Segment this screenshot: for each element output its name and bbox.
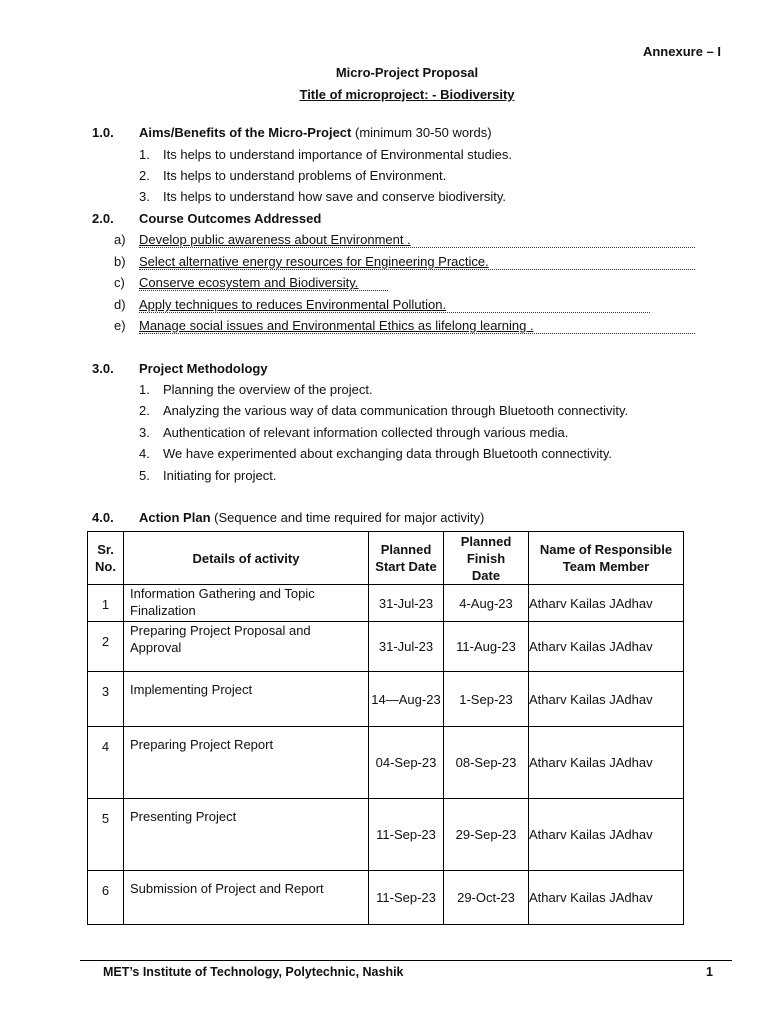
item-text: Initiating for project. [163, 468, 277, 483]
table-row [88, 871, 684, 925]
section-number-action-plan: 4.0. [92, 510, 114, 525]
section-number-methodology: 3.0. [92, 361, 114, 376]
cell-sr: 4 [88, 727, 124, 799]
item-text: Its helps to understand how save and conserve biodiversity. [163, 189, 507, 204]
section-title-outcomes: Course Outcomes Addressed [139, 211, 322, 226]
table-row [88, 727, 684, 799]
item-text: Its helps to understand problems of Environment. [163, 168, 447, 183]
annexure-label: Annexure – I [642, 44, 721, 59]
header-finish-date: Planned Finish Date [444, 532, 529, 585]
outcome-item [114, 275, 388, 291]
item-text: Analyzing the various way of data communication through Bluetooth connectivity. [163, 403, 629, 418]
cell-sr: 6 [88, 871, 124, 925]
outcome-item [114, 318, 695, 334]
item-text: Planning the overview of the project. [163, 382, 373, 397]
item-letter: c) [114, 275, 125, 290]
footer-institute: MET’s Institute of Technology, Polytechnic, Nashik [103, 965, 404, 979]
cell-start: 04-Sep-23 [369, 727, 444, 799]
cell-start: 31-Jul-23 [369, 585, 444, 622]
outcome-item [114, 232, 695, 248]
cell-finish: 4-Aug-23 [444, 585, 529, 622]
action-plan-note: (Sequence and time required for major activity) [210, 510, 485, 525]
item-letter: e) [114, 318, 126, 333]
item-text: Conserve ecosystem and Biodiversity. [139, 275, 359, 290]
item-number: 5. [139, 468, 150, 483]
methodology-item [139, 403, 628, 418]
cell-activity: Presenting Project [124, 799, 369, 871]
cell-member: Atharv Kailas JAdhav [529, 799, 684, 871]
aims-item [139, 189, 506, 204]
table-row [88, 799, 684, 871]
aims-note: (minimum 30-50 words) [351, 125, 492, 140]
cell-sr: 5 [88, 799, 124, 871]
cell-activity: Submission of Project and Report [124, 871, 369, 925]
table-row [88, 585, 684, 622]
cell-member: Atharv Kailas JAdhav [529, 672, 684, 727]
cell-finish: 29-Oct-23 [444, 871, 529, 925]
item-number: 2. [139, 168, 150, 183]
cell-finish: 08-Sep-23 [444, 727, 529, 799]
cell-activity: Preparing Project Report [124, 727, 369, 799]
item-number: 3. [139, 189, 150, 204]
methodology-item [139, 382, 373, 397]
cell-start: 11-Sep-23 [369, 799, 444, 871]
item-text: Select alternative energy resources for Engineering Practice. [139, 254, 489, 269]
cell-member: Atharv Kailas JAdhav [529, 871, 684, 925]
cell-start: 14—Aug-23 [369, 672, 444, 727]
cell-sr: 3 [88, 672, 124, 727]
header-team-member: Name of Responsible Team Member [529, 532, 684, 585]
cell-finish: 11-Aug-23 [444, 622, 529, 672]
item-number: 2. [139, 403, 150, 418]
section-number-outcomes: 2.0. [92, 211, 114, 226]
item-letter: d) [114, 297, 126, 312]
item-text: Manage social issues and Environmental Ethics as lifelong learning . [139, 318, 534, 333]
methodology-item [139, 446, 612, 461]
section-title-methodology: Project Methodology [139, 361, 268, 376]
footer-divider [80, 960, 732, 961]
cell-activity: Information Gathering and Topic Finalization [124, 585, 369, 622]
action-plan-table [87, 531, 684, 925]
header-start-date: Planned Start Date [369, 532, 444, 585]
cell-finish: 29-Sep-23 [444, 799, 529, 871]
table-header-row [88, 532, 684, 585]
cell-member: Atharv Kailas JAdhav [529, 622, 684, 672]
item-letter: a) [114, 232, 126, 247]
item-number: 4. [139, 446, 150, 461]
aims-heading: Aims/Benefits of the Micro-Project [139, 125, 352, 140]
table-row [88, 672, 684, 727]
cell-member: Atharv Kailas JAdhav [529, 585, 684, 622]
methodology-item [139, 468, 276, 483]
page-number: 1 [706, 965, 713, 979]
item-number: 1. [139, 382, 150, 397]
cell-sr: 1 [88, 585, 124, 622]
outcome-item [114, 254, 695, 270]
methodology-item [139, 425, 568, 440]
section-number-aims: 1.0. [92, 125, 114, 140]
item-text: Apply techniques to reduces Environmental Pollution. [139, 297, 447, 312]
item-text: Its helps to understand importance of Environmental studies. [163, 147, 513, 162]
item-letter: b) [114, 254, 126, 269]
action-plan-heading: Action Plan [139, 510, 211, 525]
aims-item [139, 168, 446, 183]
item-number: 1. [139, 147, 150, 162]
cell-finish: 1-Sep-23 [444, 672, 529, 727]
cell-activity: Preparing Project Proposal and Approval [124, 622, 369, 672]
cell-start: 31-Jul-23 [369, 622, 444, 672]
item-text: We have experimented about exchanging data through Bluetooth connectivity. [163, 446, 613, 461]
cell-member: Atharv Kailas JAdhav [529, 727, 684, 799]
microproject-title: Title of microproject: - Biodiversity [299, 87, 515, 102]
item-text: Develop public awareness about Environment . [139, 232, 411, 247]
aims-item [139, 147, 512, 162]
item-text: Authentication of relevant information collected through various media. [163, 425, 569, 440]
proposal-title: Micro-Project Proposal [335, 65, 479, 80]
section-title-action-plan [139, 510, 484, 525]
cell-start: 11-Sep-23 [369, 871, 444, 925]
item-number: 3. [139, 425, 150, 440]
header-activity: Details of activity [124, 532, 369, 585]
table-row [88, 622, 684, 672]
cell-activity: Implementing Project [124, 672, 369, 727]
section-title-aims [139, 125, 492, 140]
outcome-item [114, 297, 650, 313]
header-sr-no: Sr. No. [88, 532, 124, 585]
cell-sr: 2 [88, 622, 124, 672]
